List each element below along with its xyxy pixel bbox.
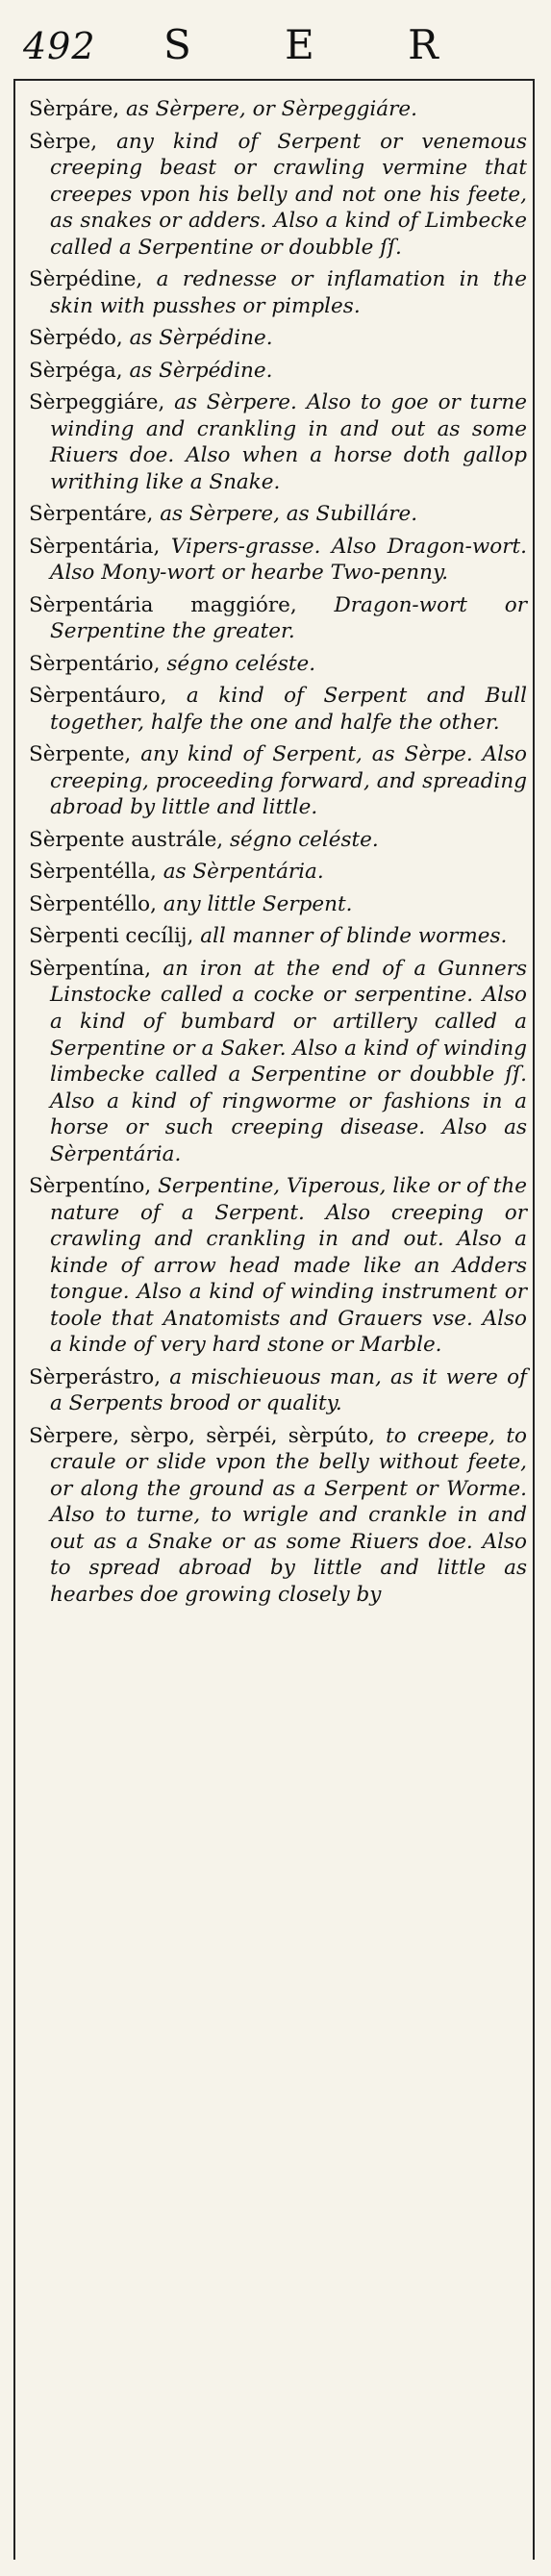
entry-definition: as Sèrpentária. (163, 860, 324, 885)
entry-definition: Vipers-grasse. Also Dragon-wort. Also Mony-wort or hearbe Two-penny. (50, 534, 528, 586)
page-number: 492 (23, 25, 96, 67)
entry-headword: Sèrpéga, (29, 358, 123, 383)
dictionary-entry (29, 1364, 527, 1417)
entry-definition: a kind of Serpent and Bull together, halfe the one and halfe the other. (50, 684, 527, 735)
entry-definition: as Sèrpédine. (129, 326, 273, 351)
entry-definition: any kind of Serpent or venemous creeping beast or crawling vermine that creepes vpon his belly and not one his feete, as snakes or adders. Also a kind of Limbecke called a Serpentine or doubble ſſ. (50, 129, 527, 260)
right-rule (533, 79, 535, 2560)
dictionary-entry (29, 389, 527, 495)
entry-headword: Sèrpentína, (29, 956, 152, 981)
dictionary-entry (29, 923, 527, 950)
entry-list (29, 96, 527, 1613)
entry-definition: any kind of Serpent, as Sèrpe. Also creeping, proceeding forward, and spreading abroad by little and little. (50, 742, 527, 820)
entry-headword: Sèrpentáre, (29, 502, 154, 527)
entry-definition: ségno celéste. (166, 651, 316, 676)
dictionary-entry (29, 741, 527, 821)
dictionary-entry (29, 501, 527, 528)
entry-headword: Sèrperástro, (29, 1364, 162, 1389)
left-rule (13, 79, 15, 2560)
entry-headword: Sèrpédo, (29, 326, 123, 351)
entry-headword: Sèrpentáuro, (29, 684, 167, 709)
entry-headword: Sèrpentária maggióre, (29, 592, 297, 617)
entry-headword: Sèrpentária, (29, 534, 161, 559)
entry-definition: as Sèrpere, or Sèrpeggiáre. (126, 97, 417, 121)
dictionary-entry (29, 129, 527, 262)
dictionary-entry (29, 1173, 527, 1359)
dictionary-entry (29, 827, 527, 854)
entry-definition: as Sèrpédine. (129, 358, 273, 383)
dictionary-entry (29, 891, 527, 918)
dictionary-entry (29, 651, 527, 678)
dictionary-entry (29, 266, 527, 319)
entry-headword: Sèrpentéllo, (29, 891, 157, 916)
dictionary-entry (29, 325, 527, 352)
dictionary-entry (29, 534, 527, 587)
top-rule (13, 79, 533, 81)
dictionary-entry (29, 956, 527, 1167)
running-head: S E R (163, 21, 479, 68)
dictionary-entry (29, 683, 527, 736)
entry-headword: Sèrpentíno, (29, 1174, 152, 1199)
dictionary-entry (29, 859, 527, 886)
entry-definition: a mischieuous man, as it were of a Serpents brood or quality. (50, 1364, 527, 1416)
entry-definition: Serpentine, Viperous, like or of the nature of a Serpent. Also creeping or crawling and crankling in and out. Also a kinde of arrow head made like an Adders tongue. Also a kind of winding instrument or toole that Anatomists and Grauers vse. Also a kinde of very hard stone or Marble. (50, 1174, 527, 1358)
entry-headword: Sèrpe, (29, 129, 98, 154)
entry-definition: Dragon-wort or Serpentine the greater. (50, 592, 527, 644)
entry-headword: Sèrpente austrále, (29, 827, 224, 852)
dictionary-entry (29, 96, 527, 123)
entry-headword: Sèrpeggiáre, (29, 390, 165, 415)
entry-headword: Sèrpere, sèrpo, sèrpéi, sèrpúto, (29, 1423, 375, 1448)
entry-definition: to creepe, to craule or slide vpon the belly without feete, or along the ground as a Serpent or Worme. Also to turne, to wrigle and crankle in and out as a Snake or as some Riuers doe. Also to spread abroad by little and little as hearbes doe growing closely by (50, 1423, 527, 1607)
entry-headword: Sèrpédine, (29, 267, 143, 292)
entry-headword: Sèrpáre, (29, 97, 120, 121)
dictionary-entry (29, 592, 527, 645)
entry-definition: as Sèrpere. Also to goe or turne winding and crankling in and out as some Riuers doe. Also when a horse doth gallop writhing like a Snake. (50, 390, 527, 494)
dictionary-entry (29, 1423, 527, 1609)
dictionary-entry (29, 358, 527, 385)
entry-definition: all manner of blinde wormes. (200, 924, 508, 949)
page-header (0, 0, 551, 83)
entry-definition: as Sèrpere, as Subilláre. (160, 502, 418, 527)
entry-headword: Sèrpentário, (29, 651, 161, 676)
entry-definition: any little Serpent. (163, 891, 353, 916)
entry-definition: an iron at the end of a Gunners Linstocke called a cocke or serpentine. Also a kind of bumbard or artillery called a Serpentine or a Saker. Also a kind of winding limbecke called a Serpentine or doubble ſſ. Also a kind of ringworme or fashions in a horse or such creeping disease. Also as Sèrpentária. (50, 956, 527, 1166)
entry-headword: Sèrpente, (29, 742, 132, 767)
entry-definition: a rednesse or inflamation in the skin with pusshes or pimples. (50, 267, 527, 318)
entry-headword: Sèrpentélla, (29, 860, 157, 885)
entry-definition: ségno celéste. (229, 827, 379, 852)
entry-headword: Sèrpenti cecílij, (29, 924, 194, 949)
